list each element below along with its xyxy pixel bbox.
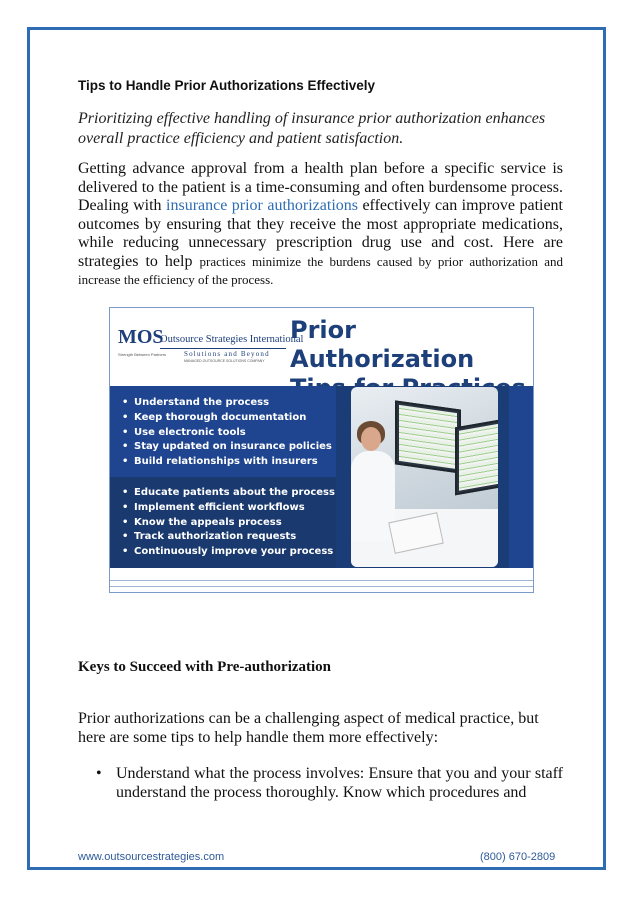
tip-item: • Understand the process — [122, 396, 332, 411]
bottom-rule — [110, 586, 533, 587]
bullet-icon: • — [122, 516, 129, 528]
logo-tagline: Strength Between Partners — [118, 352, 167, 357]
mos-logo-mark: MOS — [118, 326, 164, 348]
tip-item: • Keep thorough documentation — [122, 411, 332, 426]
tip-item: • Know the appeals process — [122, 516, 335, 531]
company-logo — [118, 322, 304, 363]
bullet-item — [96, 764, 563, 802]
intro-paragraph — [78, 160, 563, 290]
footer-website[interactable]: www.outsourcestrategies.com — [78, 851, 225, 863]
intro-text-2: effectively can improve patient outcomes by ensuring that they receive the most appropriate medications, while reducing unnecessary prescription drug use and cost. Here are strategies to help — [78, 197, 563, 270]
doctor-computer-photo — [351, 387, 498, 567]
bullet-icon: • — [122, 456, 129, 468]
bullet-icon: • — [122, 501, 129, 513]
tip-item: • Stay updated on insurance policies — [122, 440, 332, 455]
bullet-icon: • — [122, 411, 129, 423]
tip-item: • Build relationships with insurers — [122, 455, 332, 470]
insurance-prior-authorizations-link[interactable]: insurance prior authorizations — [166, 197, 358, 214]
footer-phone: (800) 670-2809 — [480, 851, 556, 863]
document-title: Tips to Handle Prior Authorizations Effectively — [78, 78, 376, 93]
bottom-rule — [110, 580, 533, 581]
bullet-text: Understand what the process involves: Ensure that you and your staff understand the process thoroughly. Know which procedures and — [116, 765, 563, 801]
panel-edge — [509, 386, 533, 568]
tip-item: • Implement efficient workflows — [122, 501, 335, 516]
bullet-icon: • — [122, 441, 129, 453]
monitor-right — [455, 419, 498, 496]
bullet-icon: • — [122, 487, 129, 498]
tips-list-bottom — [122, 486, 335, 560]
logo-divider — [160, 348, 286, 349]
tip-item: • Educate patients about the process — [122, 486, 335, 501]
intro-text-1: Getting advance approval from a health plan before a specific service is delivered to the patient is a time-consuming and often burdensome process. Dealing with — [78, 160, 563, 214]
person-head — [361, 427, 381, 451]
bullet-icon: • — [122, 546, 129, 558]
heading-line-1: Prior Authorization — [290, 316, 475, 373]
tip-item: • Track authorization requests — [122, 530, 335, 545]
bullet-icon: • — [96, 765, 102, 782]
bullet-icon: • — [122, 531, 129, 543]
lead-paragraph: Prioritizing effective handling of insurance prior authorization enhances overall practice efficiency and patient satisfaction. — [78, 110, 546, 147]
infographic — [109, 307, 534, 593]
tip-item: • Continuously improve your process — [122, 545, 335, 560]
company-name: Outsource Strategies International — [160, 334, 304, 345]
monitor-left — [395, 400, 461, 473]
company-descriptor: MANAGED OUTSOURCE SOLUTIONS COMPANY — [184, 359, 265, 363]
tip-item: • Use electronic tools — [122, 426, 332, 441]
tips-list-top — [122, 396, 332, 470]
section-heading: Keys to Succeed with Pre-authorization — [78, 659, 332, 675]
intro-text-small: practices minimize the burdens caused by prior authorization and increase the efficiency of the process. — [78, 253, 563, 287]
bullet-icon: • — [122, 426, 129, 438]
bullet-icon: • — [122, 397, 129, 408]
company-slogan: Solutions and Beyond — [184, 350, 270, 358]
section-paragraph: Prior authorizations can be a challenging aspect of medical practice, but here are some tips to help handle them more effectively: — [78, 710, 539, 746]
